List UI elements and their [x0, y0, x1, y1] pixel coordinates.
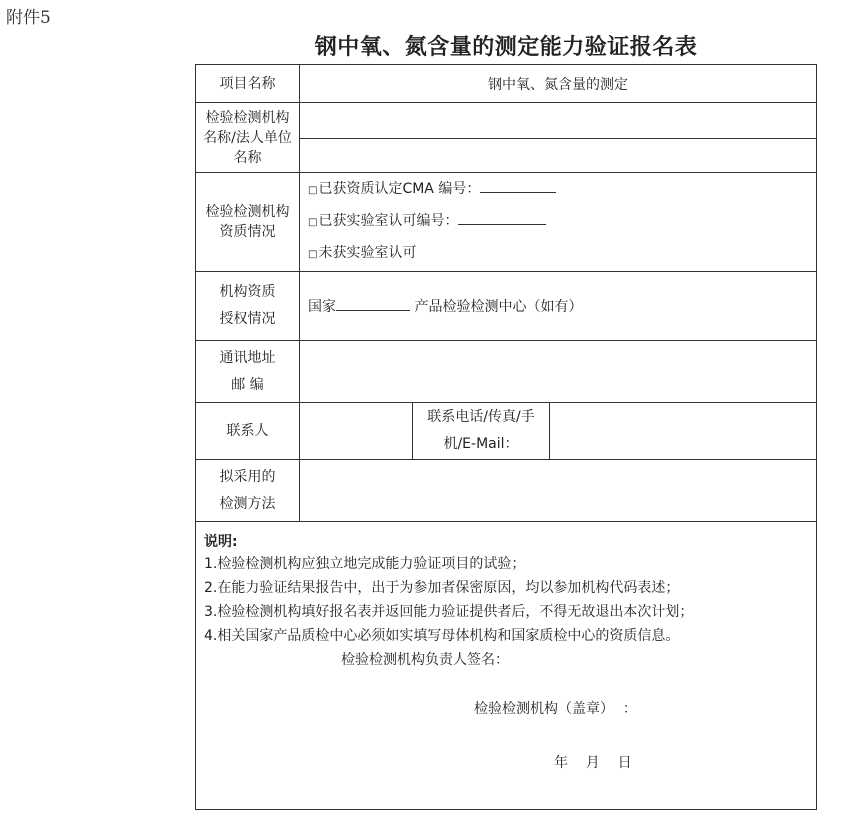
authorization-label: 机构资质 授权情况: [196, 272, 300, 341]
notes-row: [196, 522, 817, 810]
option-not-accredited[interactable]: [300, 238, 816, 270]
accreditation-number-blank[interactable]: [458, 212, 546, 225]
attachment-number: 附件5: [6, 8, 51, 28]
project-name-value: 钢中氧、氮含量的测定: [300, 65, 817, 103]
cma-number-blank[interactable]: [480, 180, 556, 193]
qualification-row: [196, 173, 817, 272]
option-lab-accreditation-label: 已获实验室认可编号：: [318, 213, 459, 229]
org-name-row: [196, 103, 817, 139]
note-item: 4.相关国家产品质检中心必须如实填写母体机构和国家质检中心的资质信息。: [204, 628, 680, 644]
phone-label: 联系电话/传真/手 机/E-Mail：: [413, 403, 550, 460]
checkbox-icon[interactable]: □: [308, 185, 318, 196]
signature-line: 检验检测机构负责人签名：: [341, 652, 509, 668]
option-not-accredited-label: 未获实验室认可: [318, 245, 417, 261]
note-item: 2.在能力验证结果报告中，出于为参加者保密原因，均以参加机构代码表述；: [204, 580, 680, 596]
center-name-blank[interactable]: [336, 298, 410, 311]
method-row: [196, 460, 817, 522]
project-name-row: [196, 65, 817, 103]
contact-row: [196, 403, 817, 460]
note-item: 3.检验检测机构填好报名表并返回能力验证提供者后，不得无故退出本次计划；: [204, 604, 694, 620]
method-label: 拟采用的 检测方法: [196, 460, 300, 522]
org-name-label: 检验检测机构名称/法人单位名称: [196, 103, 300, 173]
option-cma-label: 已获资质认定CMA 编号：: [318, 181, 481, 197]
org-name-field[interactable]: [300, 103, 817, 139]
qualification-options: [300, 173, 817, 272]
contact-field[interactable]: [300, 403, 413, 460]
legal-entity-field[interactable]: [300, 139, 817, 173]
note-item: 1.检验检测机构应独立地完成能力验证项目的试验；: [204, 556, 526, 572]
option-lab-accreditation[interactable]: [300, 206, 816, 238]
date-line: 年 月 日: [554, 755, 632, 771]
checkbox-icon[interactable]: □: [308, 217, 318, 228]
method-field[interactable]: [300, 460, 817, 522]
qualification-label: 检验检测机构资质情况: [196, 173, 300, 272]
phone-field[interactable]: [550, 403, 817, 460]
notes-heading: 说明:: [204, 534, 238, 550]
authorization-field: 国家 产品检验检测中心（如有）: [300, 272, 817, 341]
authorization-row: [196, 272, 817, 341]
checkbox-icon[interactable]: □: [308, 249, 318, 260]
registration-form-table: [195, 64, 817, 810]
option-cma[interactable]: [300, 174, 816, 206]
address-field[interactable]: [300, 341, 817, 403]
seal-line: 检验检测机构（盖章） ：: [474, 701, 637, 717]
project-name-label: 项目名称: [196, 65, 300, 103]
address-row: [196, 341, 817, 403]
address-label: 通讯地址 邮 编: [196, 341, 300, 403]
contact-label: 联系人: [196, 403, 300, 460]
notes-section: [196, 522, 817, 810]
form-title: 钢中氧、氮含量的测定能力验证报名表: [314, 35, 698, 60]
